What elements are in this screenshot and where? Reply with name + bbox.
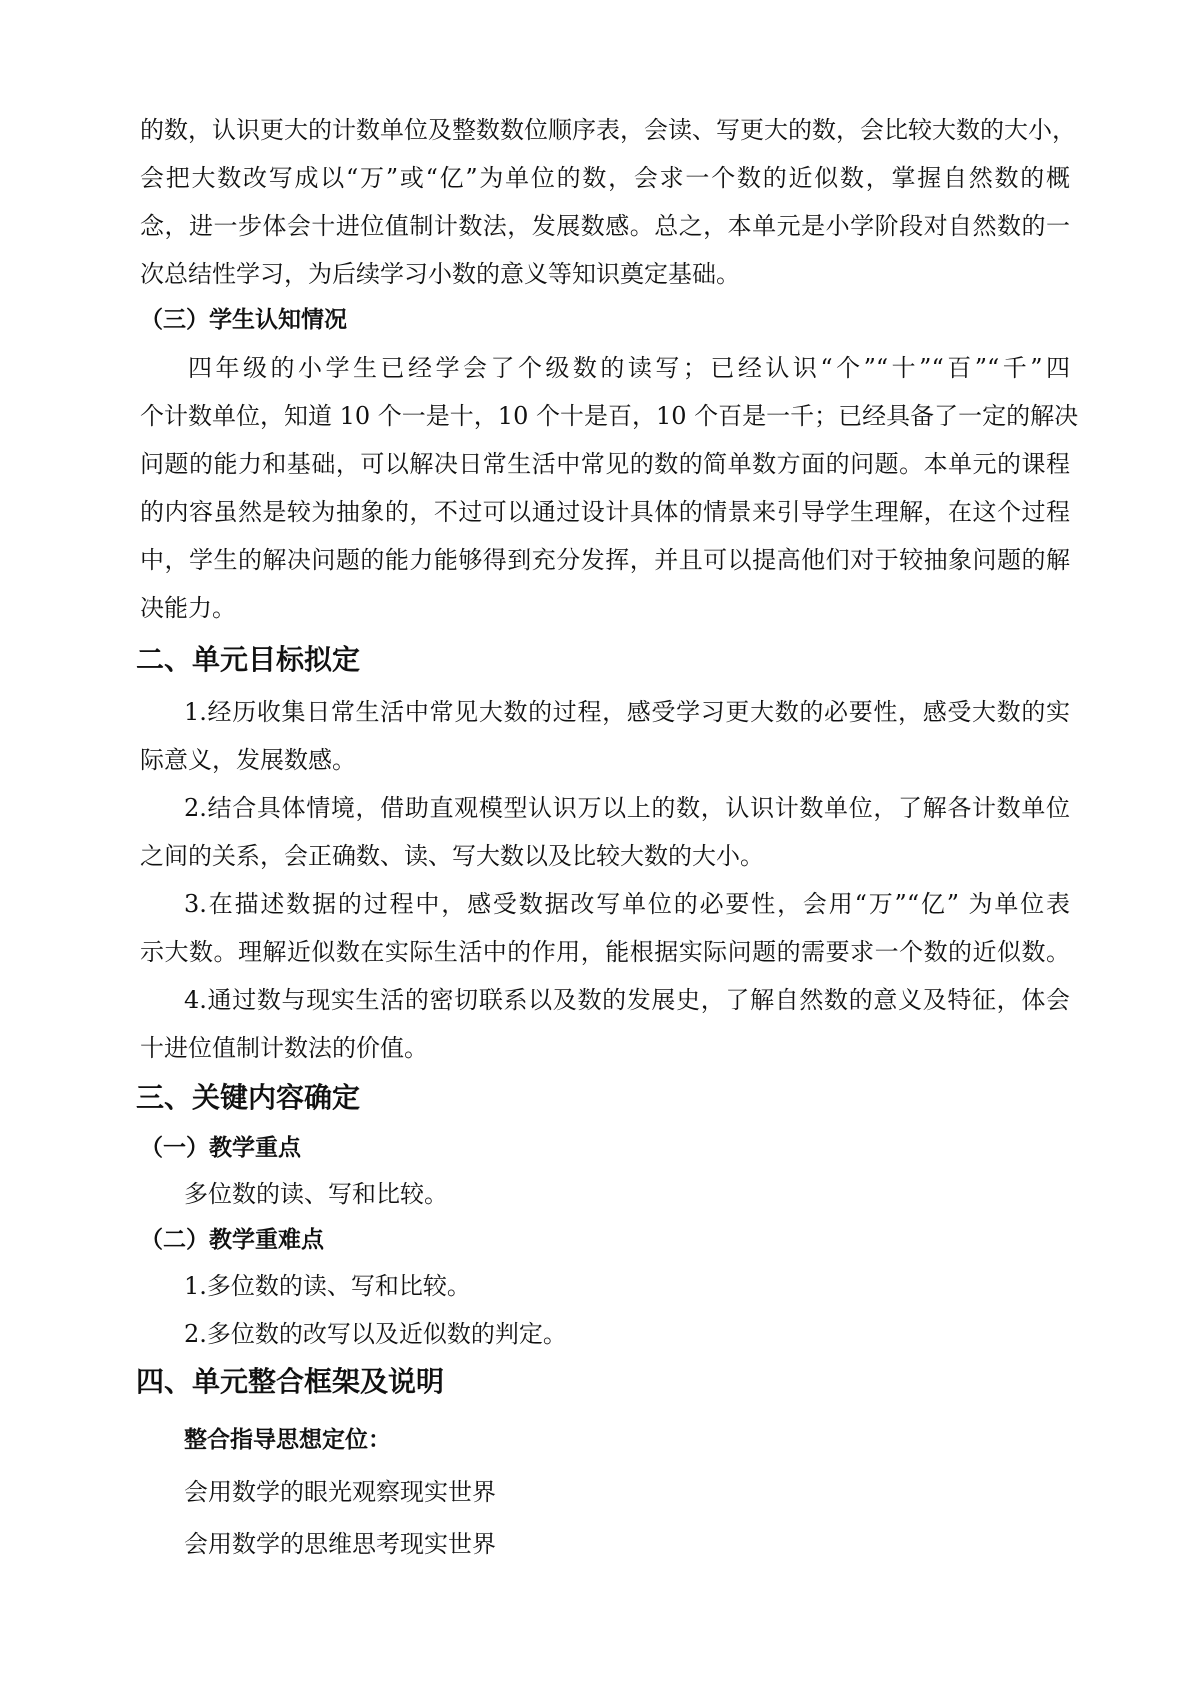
paragraph-line: 中，学生的解决问题的能力能够得到充分发挥，并且可以提高他们对于较抽象问题的解 [140,546,1070,574]
paragraph-line: 多位数的读、写和比较。 [184,1180,448,1208]
paragraph-line: 的内容虽然是较为抽象的，不过可以通过设计具体的情景来引导学生理解，在这个过程 [140,498,1070,526]
paragraph-line: 的数，认识更大的计数单位及整数数位顺序表，会读、写更大的数，会比较大数的大小， [140,116,1076,144]
goal-line: 4.通过数与现实生活的密切联系以及数的发展史，了解自然数的意义及特征，体会 [184,986,1070,1014]
subsection-heading: （二）教学重难点 [140,1227,324,1253]
section-heading: 四、单元整合框架及说明 [136,1365,445,1398]
section-heading: 三、关键内容确定 [136,1081,361,1114]
guide-label: 整合指导思想定位： [184,1427,391,1453]
paragraph-line: 问题的能力和基础，可以解决日常生活中常见的数的简单数方面的问题。本单元的课程 [140,450,1070,478]
paragraph-line: 会把大数改写成以“万”或“亿”为单位的数，会求一个数的近似数，掌握自然数的概 [140,164,1070,192]
paragraph-line: 决能力。 [140,594,236,622]
subsection-heading: （三）学生认知情况 [140,307,347,333]
list-item: 1.多位数的读、写和比较。 [184,1272,471,1300]
paragraph-line: 四年级的小学生已经学会了个级数的读写；已经认识“个”“十”“百”“千”四 [188,354,1070,382]
paragraph-line: 念，进一步体会十进位值制计数法，发展数感。总之，本单元是小学阶段对自然数的一 [140,212,1070,240]
goal-line: 2.结合具体情境，借助直观模型认识万以上的数，认识计数单位，了解各计数单位 [184,794,1070,822]
goal-line: 十进位值制计数法的价值。 [140,1034,428,1062]
goal-line: 示大数。理解近似数在实际生活中的作用，能根据实际问题的需要求一个数的近似数。 [140,938,1070,966]
paragraph-line: 个计数单位，知道 10 个一是十，10 个十是百，10 个百是一千；已经具备了一定的解决 [140,402,1079,430]
goal-line: 际意义，发展数感。 [140,746,356,774]
goal-line: 1.经历收集日常生活中常见大数的过程，感受学习更大数的必要性，感受大数的实 [184,698,1070,726]
section-heading: 二、单元目标拟定 [136,643,361,676]
guide-item: 会用数学的思维思考现实世界 [184,1530,496,1558]
goal-line: 3.在描述数据的过程中，感受数据改写单位的必要性，会用“万”“亿” 为单位表 [184,890,1070,918]
subsection-heading: （一）教学重点 [140,1135,301,1161]
paragraph-line: 次总结性学习，为后续学习小数的意义等知识奠定基础。 [140,260,740,288]
guide-item: 会用数学的眼光观察现实世界 [184,1478,496,1506]
goal-line: 之间的关系，会正确数、读、写大数以及比较大数的大小。 [140,842,764,870]
list-item: 2.多位数的改写以及近似数的判定。 [184,1320,567,1348]
